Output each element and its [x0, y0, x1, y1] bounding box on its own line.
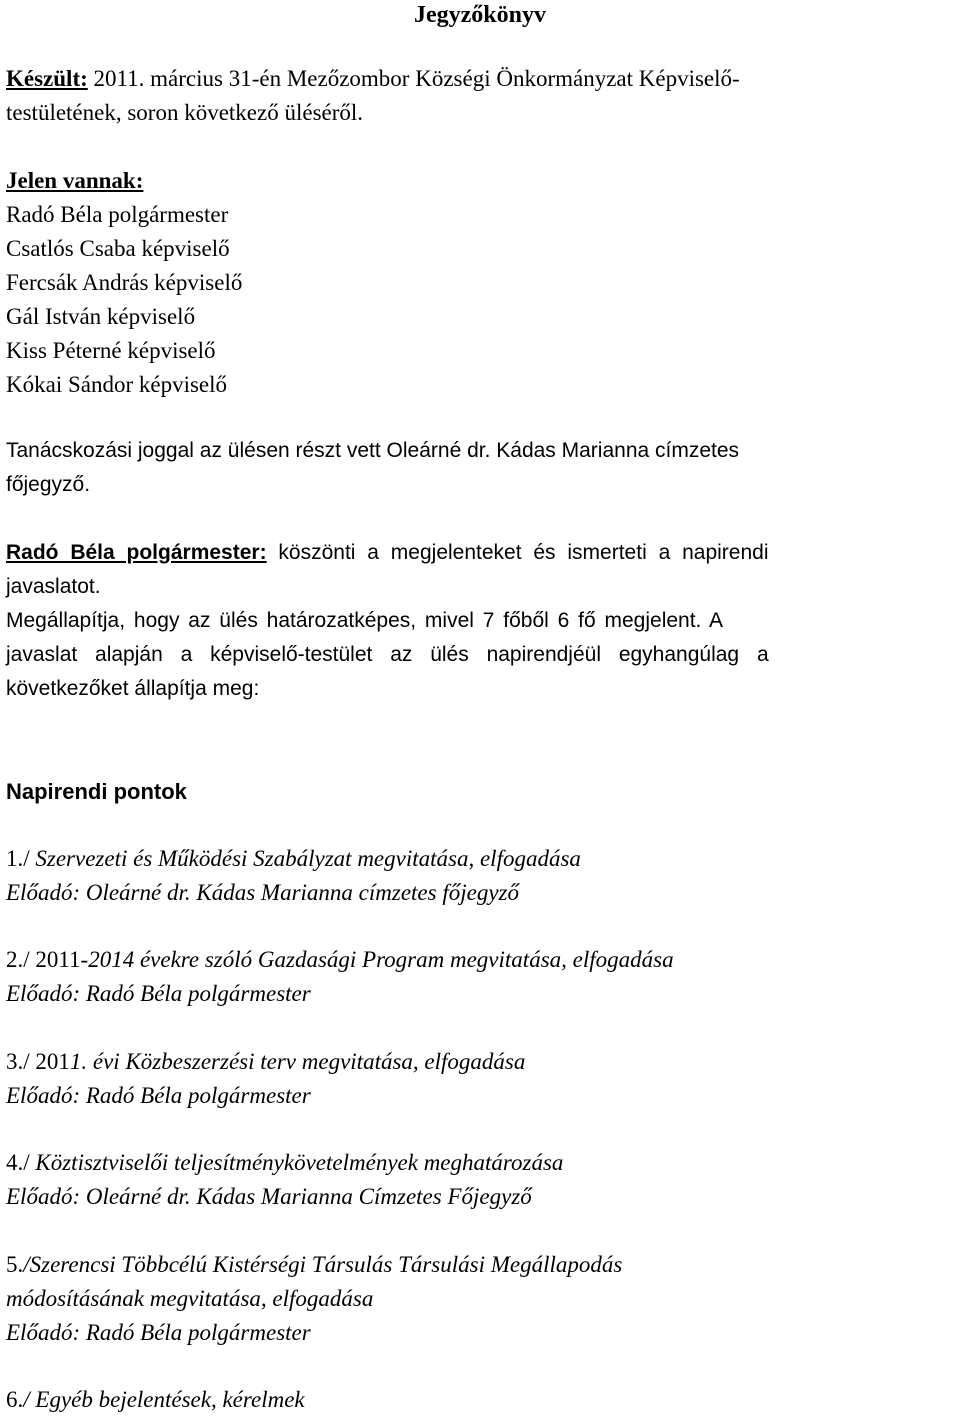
agenda-title: /Szerencsi Többcélú Kistérségi Társulás Társulási Megállapodás — [23, 1252, 623, 1277]
agenda-presenter: Előadó: Oleárné dr. Kádas Marianna Címzetes Főjegyző — [6, 1184, 532, 1209]
present-section — [6, 164, 954, 402]
present-member: Radó Béla polgármester — [6, 202, 229, 227]
present-member: Gál István képviselő — [6, 304, 196, 329]
agenda-title-prefix: 201 — [29, 1049, 70, 1074]
agenda-number: 3./ — [6, 1049, 30, 1074]
document-title: Jegyzőkönyv — [414, 2, 546, 28]
agenda-item — [6, 1383, 954, 1417]
agenda-number: 5. — [6, 1252, 24, 1277]
agenda-title: módosításának megvitatása, elfogadása — [6, 1286, 374, 1311]
agenda-heading: Napirendi pontok — [6, 779, 187, 804]
agenda-item — [6, 1248, 954, 1350]
agenda-presenter: Előadó: Oleárné dr. Kádas Marianna címzetes főjegyző — [6, 880, 519, 905]
present-label: Jelen vannak: — [6, 168, 144, 193]
made-text-line1: 2011. március 31-én Mezőzombor Községi Önkormányzat Képviselő- — [87, 66, 740, 91]
agenda-item — [6, 842, 954, 910]
mayor-line4: javaslat alapján a képviselő-testület az ülés napirendjéül egyhangúlag a — [6, 643, 769, 666]
made-label: Készült: — [6, 66, 88, 91]
mayor-label: Radó Béla polgármester: — [6, 541, 267, 564]
agenda-item — [6, 943, 954, 1011]
present-member: Kiss Péterné képviselő — [6, 338, 216, 363]
mayor-line5: következőket állapítja meg: — [6, 677, 260, 700]
agenda-item — [6, 1146, 954, 1214]
advisory-line1: Tanácskozási joggal az ülésen részt vett Oleárné dr. Kádas Marianna címzetes — [6, 439, 740, 462]
mayor-paragraph — [6, 536, 954, 706]
present-member: Csatlós Csaba képviselő — [6, 236, 230, 261]
agenda-number: 6. — [6, 1387, 24, 1412]
mayor-line2: javaslatot. — [6, 575, 101, 598]
present-member: Kókai Sándor képviselő — [6, 372, 228, 397]
agenda-item — [6, 1045, 954, 1113]
agenda-presenter: Előadó: Radó Béla polgármester — [6, 1083, 311, 1108]
agenda-number: 1./ — [6, 846, 30, 871]
agenda-title: 2014 évekre szóló Gazdasági Program megvitatása, elfogadása — [88, 947, 674, 972]
agenda-title: Köztisztviselői teljesítménykövetelmények meghatározása — [29, 1150, 564, 1175]
agenda-number: 4./ — [6, 1150, 30, 1175]
agenda-presenter: Előadó: Radó Béla polgármester — [6, 981, 311, 1006]
made-text-line2: testületének, soron következő üléséről. — [6, 100, 364, 125]
advisory-paragraph — [6, 434, 954, 502]
mayor-line1: köszönti a megjelenteket és ismerteti a napirendi — [266, 541, 769, 564]
agenda-title: Szervezeti és Működési Szabályzat megvitatása, elfogadása — [29, 846, 581, 871]
made-paragraph — [6, 62, 954, 130]
present-member: Fercsák András képviselő — [6, 270, 243, 295]
agenda-title-prefix: 2011- — [29, 947, 89, 972]
mayor-line3: Megállapítja, hogy az ülés határozatképes, mivel 7 főből 6 fő megjelent. A — [6, 609, 724, 632]
agenda-presenter: Előadó: Radó Béla polgármester — [6, 1320, 311, 1345]
agenda-number: 2./ — [6, 947, 30, 972]
advisory-line2: főjegyző. — [6, 473, 91, 496]
agenda-title: 1. évi Közbeszerzési terv megvitatása, elfogadása — [69, 1049, 526, 1074]
agenda-title: / Egyéb bejelentések, kérelmek — [23, 1387, 305, 1412]
